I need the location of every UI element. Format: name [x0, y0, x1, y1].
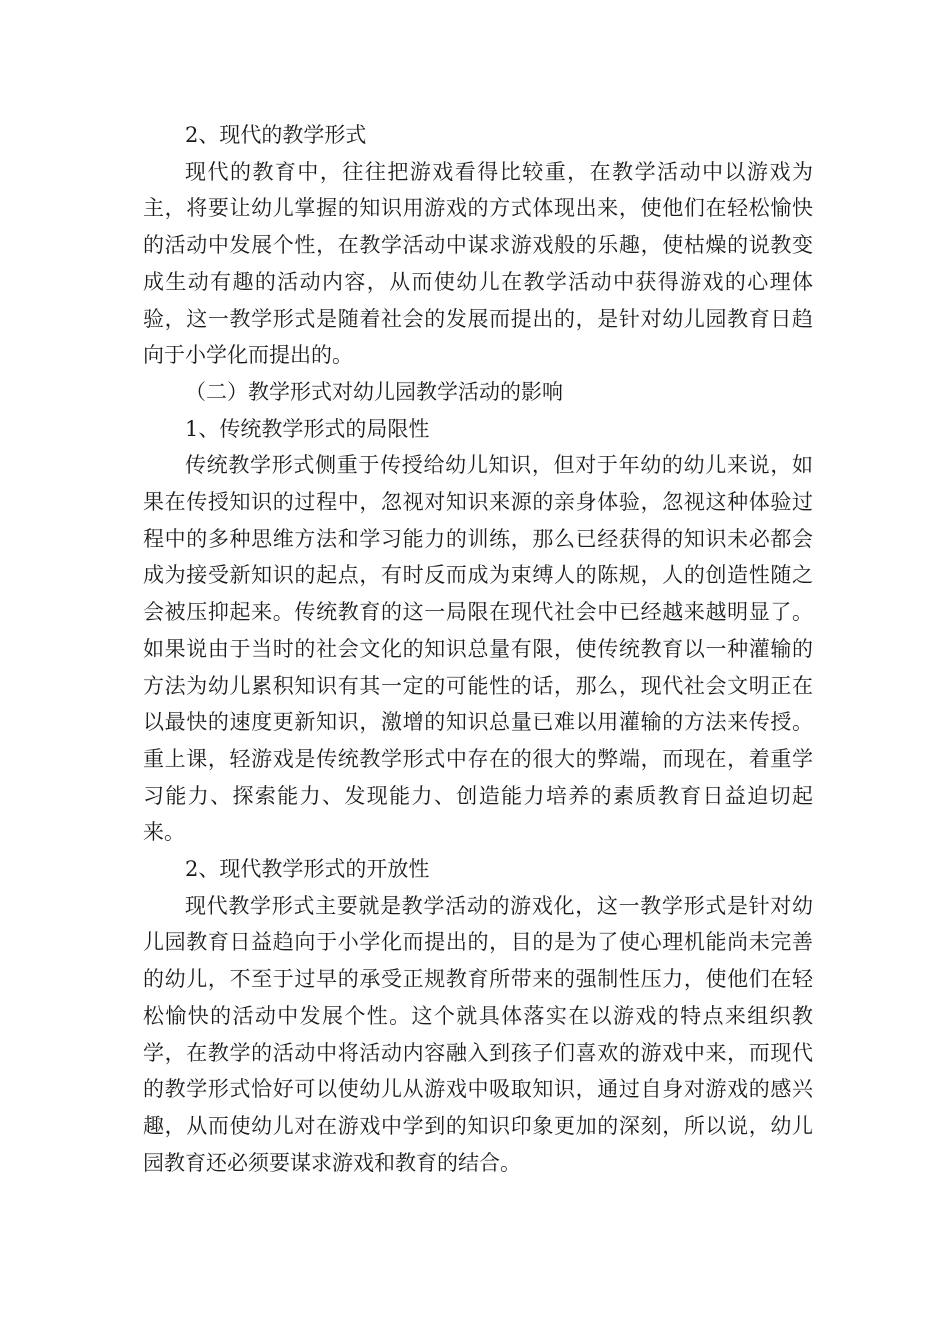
paragraph-modern-openness: 现代教学形式主要就是教学活动的游戏化，这一教学形式是针对幼儿园教育日益趋向于小学化而提出的，目的是为了使心理机能尚未完善的幼儿，不至于过早的承受正规教育所带来的强制性压力，使他们在轻松愉快的活动中发展个性。这个就具体落实在以游戏的特点来组织教学，在教学的活动中将活动内容融入到孩子们喜欢的游戏中来，而现代的教学形式恰好可以使幼儿从游戏中吸取知识，通过自身对游戏的感兴趣，从而使幼儿对在游戏中学到的知识印象更加的深刻，所以说，幼儿园教育还必须要谋求游戏和教育的结合。: [143, 893, 813, 1175]
paragraph-traditional-limits: 传统教学形式侧重于传授给幼儿知识，但对于年幼的幼儿来说，如果在传授知识的过程中，忽视对知识来源的亲身体验，忽视这种体验过程中的多种思维方法和学习能力的训练，那么已经获得的知识未必都会成为接受新知识的起点，有时反而成为束缚人的陈规，人的创造性随之会被压抑起来。传统教育的这一局限在现代社会中已经越来越明显了。如果说由于当时的社会文化的知识总量有限，使传统教育以一种灌输的方法为幼儿累积知识有其一定的可能性的话，那么，现代社会文明正在以最快的速度更新知识，激增的知识总量已难以用灌输的方法来传授。重上课，轻游戏是传统教学形式中存在的很大的弊端，而现在，着重学习能力、探索能力、发现能力、创造能力培养的素质教育日益迫切起来。: [143, 453, 813, 845]
section-heading-influence: （二）教学形式对幼儿园教学活动的影响: [185, 379, 563, 404]
section-heading-modern-teaching-form: 2、现代的教学形式: [185, 123, 367, 147]
subsection-heading-traditional-limits: 1、传统教学形式的局限性: [185, 416, 430, 441]
document-body: [143, 117, 813, 1181]
subsection-heading-modern-openness: 2、现代教学形式的开放性: [185, 857, 430, 882]
paragraph-modern-teaching-form: 现代的教育中，往往把游戏看得比较重，在教学活动中以游戏为主，将要让幼儿掌握的知识用游戏的方式体现出来，使他们在轻松愉快的活动中发展个性，在教学活动中谋求游戏般的乐趣，使枯燥的说教变成生动有趣的活动内容，从而使幼儿在教学活动中获得游戏的心理体验，这一教学形式是随着社会的发展而提出的，是针对幼儿园教育日趋向于小学化而提出的。: [143, 159, 813, 368]
